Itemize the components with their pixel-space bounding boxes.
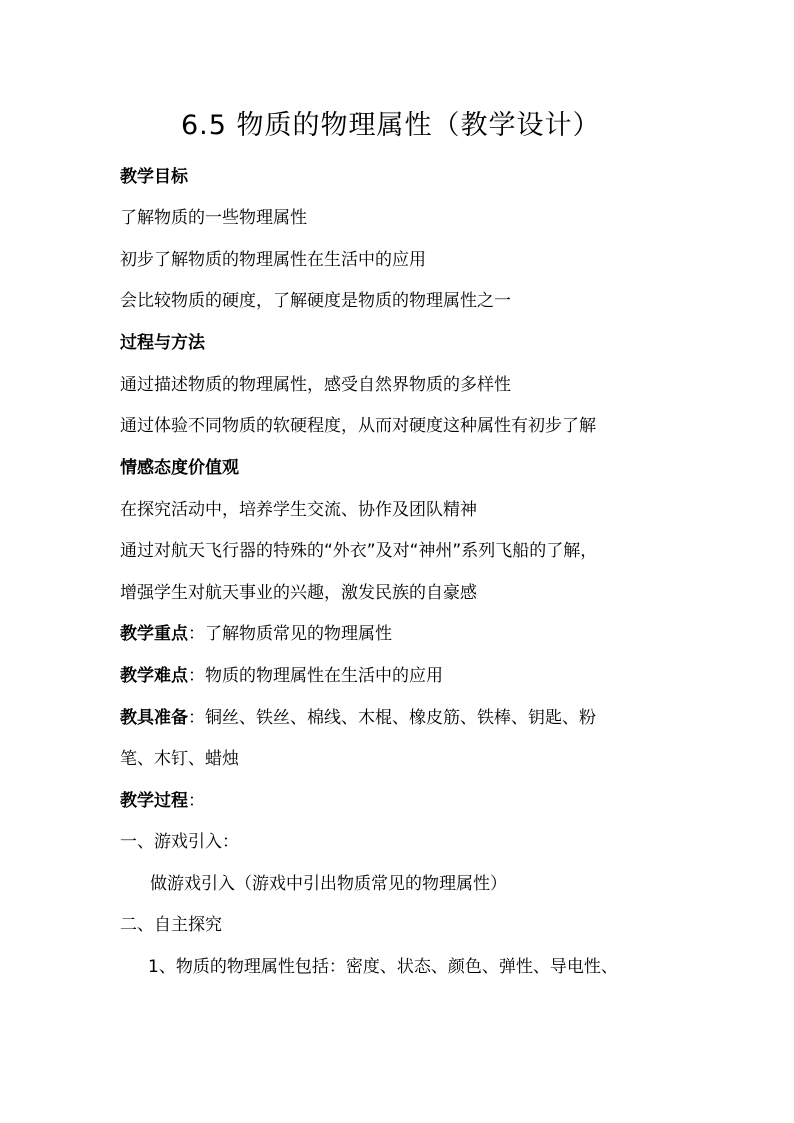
key-point-text: ：了解物质常见的物理属性 [188, 624, 392, 644]
goal-item: 了解物质的一些物理属性 [120, 208, 307, 228]
emotion-item: 增强学生对航天事业的兴趣，激发民族的自豪感 [120, 583, 477, 603]
step2-heading: 二、自主探究 [120, 915, 222, 935]
difficulty [120, 663, 680, 689]
key-point [120, 621, 680, 647]
tools-line [120, 705, 680, 731]
emotion-item: 通过对航天飞行器的特殊的“外衣”及对“神州”系列飞船的了解， [120, 541, 598, 561]
tools-text-continued: 笔、木钉、蜡烛 [120, 749, 239, 769]
procedure-label: 教学过程 [120, 791, 188, 811]
difficulty-text: ：物质的物理属性在生活中的应用 [188, 666, 443, 686]
tools-label: 教具准备 [120, 708, 188, 728]
process-item: 通过体验不同物质的软硬程度，从而对硬度这种属性有初步了解 [120, 416, 596, 436]
emotion-heading: 情感态度价值观 [120, 458, 239, 478]
difficulty-label: 教学难点 [120, 666, 188, 686]
procedure [120, 788, 680, 814]
emotion-item: 在探究活动中，培养学生交流、协作及团队精神 [120, 500, 477, 520]
process-heading: 过程与方法 [120, 333, 205, 353]
procedure-colon: ： [188, 791, 205, 811]
key-point-label: 教学重点 [120, 624, 188, 644]
goal-item: 初步了解物质的物理属性在生活中的应用 [120, 250, 426, 270]
document-title: 6.5 物质的物理属性（教学设计） [181, 110, 601, 141]
step1-text: 做游戏引入（游戏中引出物质常见的物理属性） [150, 874, 507, 894]
tools-text: ：铜丝、铁丝、棉线、木棍、橡皮筋、铁棒、钥匙、粉 [188, 708, 596, 728]
process-item: 通过描述物质的物理属性，感受自然界物质的多样性 [120, 375, 511, 395]
goals-heading: 教学目标 [120, 167, 188, 187]
step2-item: 1、物质的物理属性包括：密度、状态、颜色、弹性、导电性、 [148, 957, 618, 977]
goal-item: 会比较物质的硬度，了解硬度是物质的物理属性之一 [120, 291, 511, 311]
step1-heading: 一、游戏引入： [120, 832, 239, 852]
